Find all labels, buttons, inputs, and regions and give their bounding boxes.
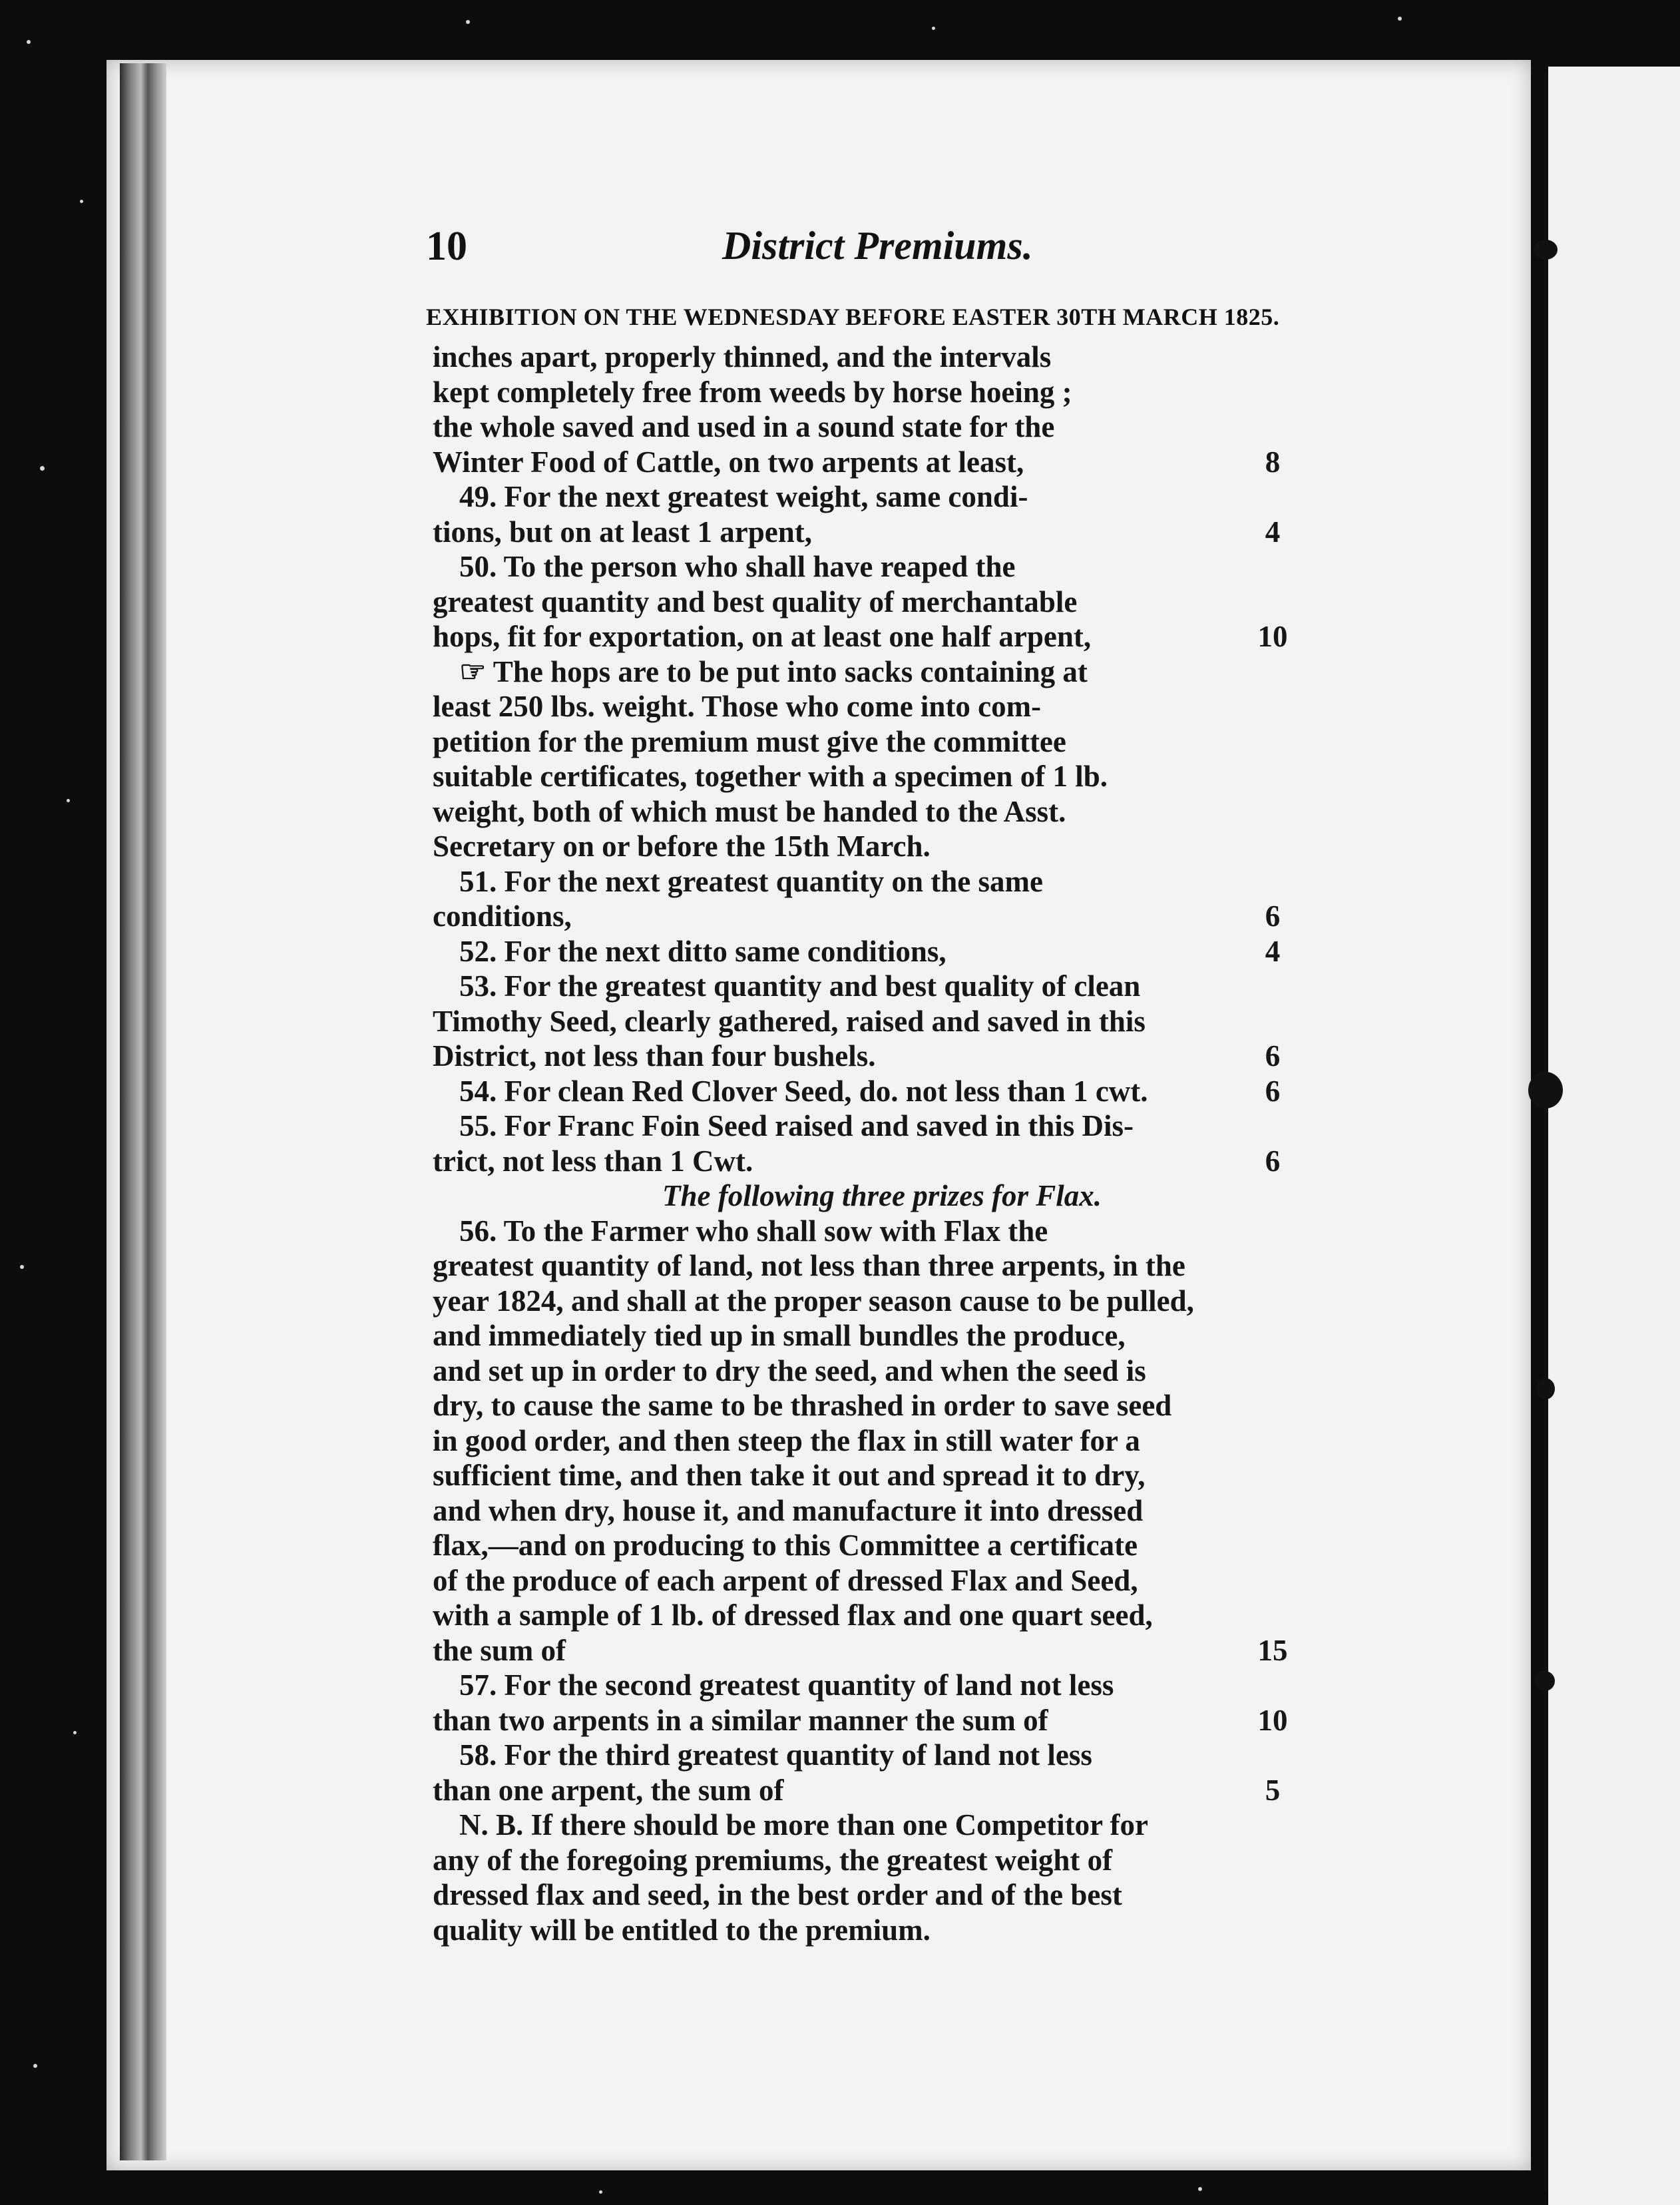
binding-fold [1544, 73, 1548, 2190]
text-line: flax,—and on producing to this Committee a certificate [433, 1529, 1138, 1562]
text-line: than two arpents in a similar manner the sum of 10 [433, 1703, 1271, 1738]
text-line: weight, both of which must be handed to the Asst. [433, 794, 1066, 828]
binding-mark [1536, 1378, 1555, 1399]
text-line: District, not less than four bushels. 6 [433, 1039, 1271, 1074]
text-line: 53. For the greatest quantity and best quality of clean [459, 969, 1141, 1003]
text-line: than one arpent, the sum of 5 [433, 1773, 1271, 1808]
premium-amount: 15 [1257, 1633, 1288, 1667]
text-line: 50. To the person who shall have reaped the [459, 550, 1016, 583]
text-line: kept completely free from weeds by horse hoeing ; [433, 375, 1072, 409]
text-line: quality will be entitled to the premium. [433, 1913, 931, 1947]
exhibition-heading: EXHIBITION ON THE WEDNESDAY BEFORE EASTER 30TH MARCH 1825. [426, 304, 1280, 330]
text-line: 55. For Franc Foin Seed raised and saved in this Dis- [459, 1109, 1134, 1142]
binding-mark [1528, 1072, 1563, 1108]
text-line: suitable certificates, together with a specimen of 1 lb. [433, 760, 1108, 793]
text-line: year 1824, and shall at the proper season cause to be pulled, [433, 1284, 1194, 1318]
text-line: 57. For the second greatest quantity of land not less [459, 1668, 1114, 1702]
text-line: inches apart, properly thinned, and the intervals [433, 340, 1052, 373]
premium-amount: 5 [1265, 1773, 1281, 1807]
text-line: 49. For the next greatest weight, same condi- [459, 480, 1028, 513]
premium-amount: 6 [1265, 1039, 1281, 1073]
flax-section-heading: The following three prizes for Flax. [662, 1179, 1102, 1212]
text-line: of the produce of each arpent of dressed Flax and Seed, [433, 1563, 1138, 1597]
premium-amount: 4 [1265, 515, 1281, 549]
text-line: sufficient time, and then take it out and spread it to dry, [433, 1459, 1146, 1492]
text-line: the sum of 15 [433, 1633, 1271, 1668]
premium-list [433, 340, 1288, 1947]
binding-mark [1535, 1671, 1555, 1691]
facing-page [1548, 67, 1680, 2205]
text-line: 54. For clean Red Clover Seed, do. not less than 1 cwt. 6 [433, 1074, 1271, 1109]
premium-amount: 10 [1257, 620, 1288, 653]
text-line: in good order, and then steep the flax in still water for a [433, 1423, 1140, 1457]
text-line: greatest quantity and best quality of merchantable [433, 585, 1078, 618]
text-line: dry, to cause the same to be thrashed in order to save seed [433, 1389, 1172, 1422]
text-line: with a sample of 1 lb. of dressed flax and one quart seed, [433, 1598, 1153, 1632]
text-line: 52. For the next ditto same conditions, 4 [433, 934, 1271, 969]
text-line: and immediately tied up in small bundles the produce, [433, 1319, 1126, 1352]
text-line: 56. To the Farmer who shall sow with Flax the [459, 1214, 1048, 1248]
premium-amount: 8 [1265, 445, 1281, 479]
premium-amount: 6 [1265, 1074, 1281, 1108]
text-line: conditions, 6 [433, 899, 1271, 934]
text-line: tions, but on at least 1 arpent, 4 [433, 515, 1271, 550]
text-line: the whole saved and used in a sound state for the [433, 410, 1055, 443]
text-line: Winter Food of Cattle, on two arpents at least, 8 [433, 445, 1271, 480]
premium-amount: 10 [1257, 1703, 1288, 1737]
text-line: N. B. If there should be more than one Competitor for [459, 1808, 1148, 1841]
running-title: District Premiums. [722, 224, 1033, 268]
page-number: 10 [426, 224, 467, 269]
text-line: 58. For the third greatest quantity of land not less [459, 1738, 1092, 1772]
premium-amount: 6 [1265, 1144, 1281, 1178]
text-line: and when dry, house it, and manufacture it into dressed [433, 1493, 1144, 1527]
text-line: least 250 lbs. weight. Those who come into com- [433, 690, 1042, 723]
premium-amount: 6 [1265, 899, 1281, 933]
text-line: any of the foregoing premiums, the greatest weight of [433, 1843, 1113, 1877]
text-line: trict, not less than 1 Cwt. 6 [433, 1144, 1271, 1179]
binding-mark [1534, 240, 1558, 260]
premium-amount: 4 [1265, 934, 1281, 968]
page-header [426, 223, 1291, 283]
text-line: petition for the premium must give the committee [433, 724, 1066, 758]
text-line: Timothy Seed, clearly gathered, raised and saved in this [433, 1004, 1146, 1038]
text-line: hops, fit for exportation, on at least one half arpent, 10 [433, 619, 1271, 654]
text-line: ☞ The hops are to be put into sacks containing at [459, 654, 1088, 688]
text-line: greatest quantity of land, not less than three arpents, in the [433, 1249, 1185, 1282]
text-line: Secretary on or before the 15th March. [433, 830, 931, 863]
text-line: 51. For the next greatest quantity on the same [459, 864, 1043, 898]
text-line: dressed flax and seed, in the best order and of the best [433, 1878, 1122, 1911]
text-line: and set up in order to dry the seed, and when the seed is [433, 1353, 1146, 1387]
page-stack-edge [120, 63, 166, 2160]
